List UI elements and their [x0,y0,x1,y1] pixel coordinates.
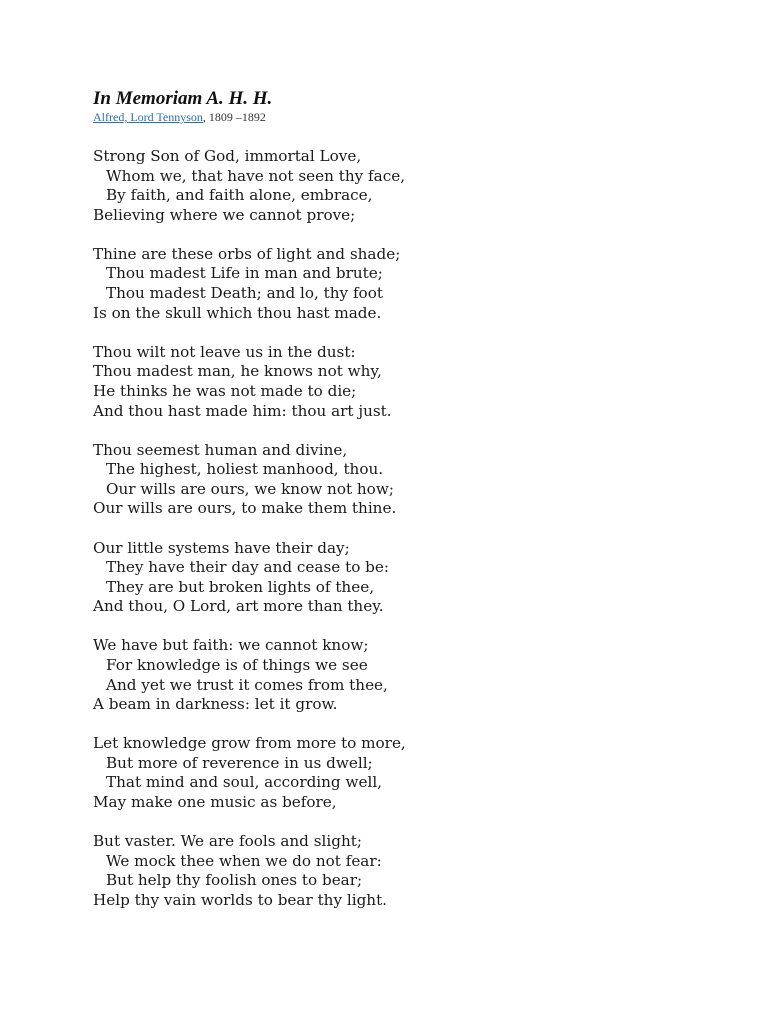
stanza [93,539,733,617]
poem-line: They have their day and cease to be: [106,558,389,577]
poem-line: May make one music as before, [93,793,337,812]
poem-line: But more of reverence in us dwell; [106,753,373,772]
poem-line: Thou seemest human and divine, [93,440,348,459]
author-dates: , 1809 –1892 [202,110,266,124]
stanza [93,734,733,812]
poem-line: Let knowledge grow from more to more, [93,734,406,753]
poem-line: Believing where we cannot prove; [93,205,356,224]
stanza [93,147,733,225]
poem-line: Thou wilt not leave us in the dust: [93,342,356,361]
poem-line: That mind and soul, according well, [106,773,383,792]
poem-line: We have but faith: we cannot know; [93,636,369,655]
poem-line: The highest, holiest manhood, thou. [106,460,384,479]
stanza [93,245,733,323]
poem-line: Help thy vain worlds to bear thy light. [93,890,388,909]
poem-line: And yet we trust it comes from thee, [106,675,388,694]
poem-line: And thou hast made him: thou art just. [93,401,392,420]
poem-line: And thou, O Lord, art more than they. [93,597,384,616]
poem-line: Thou madest Death; and lo, thy foot [106,284,383,303]
poem-line: Is on the skull which thou hast made. [93,303,382,322]
stanza [93,636,733,714]
poem-line: Our wills are ours, we know not how; [106,479,394,498]
poem-line: Our wills are ours, to make them thine. [93,499,397,518]
poem-line: By faith, and faith alone, embrace, [106,186,373,205]
poem-line: But help thy foolish ones to bear; [106,871,363,890]
poem-line: Strong Son of God, immortal Love, [93,147,362,165]
poem-line: Whom we, that have not seen thy face, [106,166,406,185]
stanza [93,832,733,910]
stanza [93,441,733,519]
poem-line: Our little systems have their day; [93,538,350,557]
poem-title: In Memoriam A. H. H. [93,88,273,109]
poem-body [93,147,733,911]
poem-line: A beam in darkness: let it grow. [93,695,338,714]
byline [93,110,733,124]
poem-line: For knowledge is of things we see [106,655,368,674]
poem-line: They are but broken lights of thee, [106,577,375,596]
poem-line: Thine are these orbs of light and shade; [93,244,401,263]
poem-line: We mock thee when we do not fear: [106,851,382,870]
poem-line: But vaster. We are fools and slight; [93,832,362,851]
poem-line: Thou madest Life in man and brute; [106,264,383,283]
poem-line: Thou madest man, he knows not why, [93,362,382,381]
stanza [93,343,733,421]
document-page [93,88,733,930]
poem-line: He thinks he was not made to die; [93,381,357,400]
author-link[interactable]: Alfred, Lord Tennyson [93,110,203,124]
